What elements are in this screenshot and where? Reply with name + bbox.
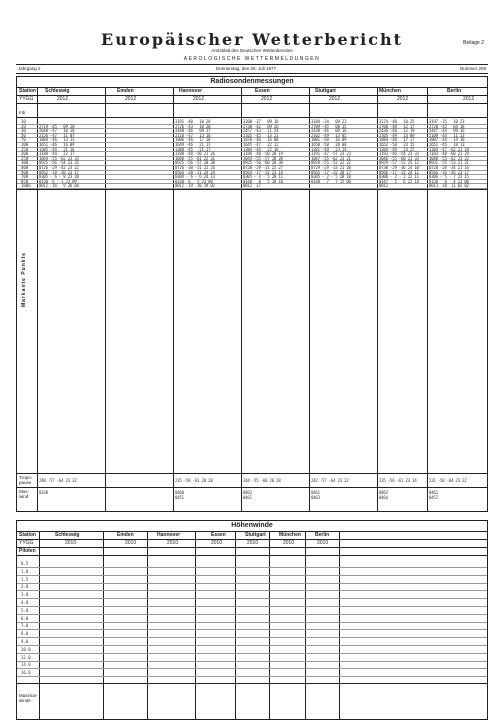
sounding-cell: 2708 -48 12 17	[379, 123, 415, 129]
sounding-cell: 1044 -55 -57 20 28	[243, 155, 283, 161]
sounding-cell: 0147 5 6 22 14	[379, 178, 419, 184]
piloten-row	[17, 547, 487, 556]
sounding-cell: 2438 -46 09 16	[311, 128, 347, 134]
height-level: 1.0	[21, 568, 29, 574]
sounding-cell: 0925 -56 -54 23 35	[39, 160, 79, 166]
sounding-cell: 0304 - 6 - 6 24 13	[175, 174, 215, 180]
hoehenwinde-section	[16, 520, 488, 720]
grid-line	[17, 567, 487, 568]
maxwind-cell: 0461	[311, 490, 320, 495]
station-muenchen: München	[279, 532, 301, 538]
grid-line	[17, 614, 487, 615]
divider	[39, 531, 40, 719]
time-hannover: 2010	[167, 540, 179, 546]
grid-line	[17, 583, 487, 584]
divider	[269, 531, 270, 719]
sounding-cell: 0150 6 4 21 08	[429, 178, 469, 184]
hoehenwinde-heading: Höhenwinde	[17, 521, 487, 532]
maxwind-cell: 0461	[243, 495, 252, 500]
tropopause-cell: 244 -55 -60 20 28	[243, 478, 281, 483]
tropopause-cell: 235 -58 -61 20 28	[175, 478, 213, 483]
sounding-cell: 1046 -55 -60 23 33	[379, 155, 419, 161]
divider	[17, 473, 487, 474]
divider	[103, 531, 104, 719]
sounding-cell: 3174 -40 10 25	[379, 119, 415, 124]
time-hannover: 2012	[193, 96, 205, 102]
height-level: 3.0	[21, 592, 29, 598]
markante-punkte-label: Markante Punkte	[21, 251, 27, 307]
height-level: 16.0	[21, 670, 31, 676]
sounding-cell: 1047 -55 -62 23 21	[311, 155, 351, 161]
sounding-cell: 3184 -34 09 23	[311, 119, 347, 124]
maxwind-cell: 0457	[429, 495, 438, 500]
sounding-cell: 1886 -46 17 10	[175, 137, 211, 143]
sounding-cell: 0012	[379, 183, 388, 189]
sounding-cell: 0566 -16 -26 23 17	[429, 169, 469, 175]
divider	[17, 683, 487, 684]
sounding-cell: 0565 -17 -22 20 17	[311, 169, 351, 175]
sounding-cell: 1651 -46 16 09	[39, 142, 75, 147]
station-berlin: Berlin	[315, 532, 330, 538]
grid-line	[17, 653, 487, 654]
grid-line	[17, 575, 487, 576]
station-label: Station	[19, 88, 36, 94]
sounding-cell: 2457 -43 11 24	[243, 128, 279, 134]
sounding-cell: 2110 -47 13 16	[175, 132, 211, 138]
maxwind-label: Max-wind	[19, 489, 29, 499]
wmo-label: YYGG	[19, 96, 34, 102]
sounding-cell: 1380 -45 21 17	[175, 146, 211, 152]
sounding-cell: 0012 19 10 19 02	[175, 183, 215, 189]
maxwind-cell: 0463	[311, 495, 320, 500]
divider	[235, 531, 236, 719]
height-level: 7.0	[21, 623, 29, 629]
sounding-cell: 3197 -35 10 23	[429, 119, 465, 124]
sounding-cell: 0305 - 6 - 8 23 20	[39, 174, 79, 180]
height-level: 1.5	[21, 576, 29, 582]
beilage-label: Beilage 2	[463, 40, 484, 46]
grid-line	[17, 606, 487, 607]
time-schleswig: 2012	[57, 96, 69, 102]
sounding-cell: 0929 -57 -52 25 12	[379, 160, 419, 166]
sounding-cell: 0726 -29 -42 23 22	[39, 165, 79, 170]
sounding-cell: 1884 -46 13 13	[39, 137, 75, 143]
sounding-cell: 0012 16 9 26 04	[39, 183, 79, 189]
station-label: Station	[19, 532, 36, 538]
divider	[17, 487, 487, 488]
sounding-cell: 0928 -55 -52 22 22	[311, 160, 351, 166]
sounding-cell: 1645 -47 22 12	[243, 142, 279, 147]
pressure-level: 150	[21, 146, 29, 152]
sounding-cell: 0306 - 2 - 2 22 11	[379, 174, 419, 180]
sounding-cell: 0566 -17 -22 24 12	[379, 169, 419, 175]
sounding-cell: 0150 6 - 1 23 09	[39, 178, 77, 184]
maxwind-cell: 0462	[379, 490, 388, 495]
sounding-cell: 2448 -46 09 17	[175, 128, 211, 134]
station-essen: Essen	[255, 88, 270, 94]
sounding-cell: 2726 -43 10 20	[175, 123, 211, 129]
grid-line	[17, 661, 487, 662]
report-subtitle: Amtsblatt des Deutschen Wetterdienstes	[211, 48, 293, 53]
sounding-cell: 1870 -46 16 08	[243, 137, 279, 143]
time-berlin: 2012	[463, 96, 475, 102]
height-level: 4.0	[21, 600, 29, 605]
sounding-cell: 1385 -44 21 16	[39, 146, 75, 152]
tropopause-cell: 242 -57 -64 23 22	[311, 478, 349, 483]
time-muenchen: 2010	[283, 540, 295, 546]
time-stuttgart: 2012	[329, 96, 341, 102]
pressure-level: 850	[21, 178, 29, 184]
sounding-cell: 0728 -28 -34 21 16	[429, 165, 469, 170]
sounding-cell: 1191 -47 -57 23 23	[311, 151, 351, 157]
sounding-cell: 1183 -48 -60 21 24	[429, 151, 469, 157]
issue-number: Nummer 208	[459, 66, 486, 71]
sounding-cell: 1186 -48 -50 20 19	[243, 151, 283, 157]
sounding-cell: 0306 - 5 - 7 23 15	[429, 174, 469, 180]
station-hannover: Hannover	[157, 532, 181, 538]
radiosonde-heading: Radiosondenmessungen	[17, 77, 487, 88]
time-muenchen: 2012	[397, 96, 409, 102]
pressure-level: 1000	[21, 183, 31, 189]
sounding-cell: 1887 -44 14 10	[429, 137, 465, 143]
sounding-cell: 1384 -47 -62 21 18	[429, 146, 469, 152]
sounding-cell: 0562 -18 -38 23 17	[39, 169, 79, 175]
upper-column-header	[17, 103, 487, 118]
pressure-level: 200	[21, 151, 29, 157]
report-title: Europäischer Wetterbericht	[101, 30, 403, 49]
station-stuttgart: Stuttgart	[315, 88, 336, 94]
height-level: 8.0	[21, 631, 29, 637]
grid-line	[17, 598, 487, 599]
station-emden: Emden	[117, 532, 134, 538]
maxwind-cell: 0338	[39, 490, 48, 495]
sounding-cell: 0013 18 11 02 02	[429, 183, 469, 189]
station-stuttgart: Stuttgart	[245, 532, 266, 538]
time-stuttgart: 2010	[247, 540, 259, 546]
sounding-cell: 0726 -30 -31 22 26	[175, 165, 215, 170]
issue-date: Donnerstag, den 26. Juli 1977	[216, 66, 277, 71]
sounding-cell: 1381 -49 23 14	[311, 146, 347, 152]
pressure-level: 300	[21, 160, 29, 166]
time-emden: 2010	[125, 540, 137, 546]
sounding-cell: 2447 -44 09 16	[429, 128, 465, 134]
height-level: 5.0	[21, 607, 29, 613]
sounding-cell: 1040 -55 -61 22 31	[175, 155, 215, 161]
sounding-cell: 2156 -47 11 07	[39, 132, 75, 138]
sounding-cell: 2105 -49 14 09	[379, 132, 415, 138]
divider	[195, 531, 196, 719]
sounding-cell: 0305 - 4 - 5 20 11	[243, 174, 283, 180]
sounding-cell: 2720 -42 04 18	[429, 123, 465, 129]
pressure-level: 100	[21, 142, 29, 147]
time-essen: 2012	[261, 96, 273, 102]
grid-line	[17, 676, 487, 677]
maxwind-cell: 0461	[429, 490, 438, 495]
tropopause-cell: 240 -57 -64 23 32	[39, 478, 77, 483]
issue-info-bar	[16, 64, 488, 74]
sounding-cell: 0012 17	[243, 183, 261, 189]
maximalwinde-label: Maximal-winde	[19, 693, 38, 703]
wmo-label: YYGG	[19, 540, 34, 546]
sounding-cell: 0305 - 2 - 5 20 18	[311, 174, 351, 180]
pressure-level: 20	[21, 123, 26, 129]
divider	[17, 189, 487, 190]
sounding-cell: 3208 -37 09 18	[243, 119, 279, 124]
tropopause-label: Tropo-pause	[19, 475, 33, 485]
sounding-cell: 0730 -29 -36 24 10	[379, 165, 419, 170]
sounding-cell: 1881 -50 16 09	[311, 137, 347, 143]
time-essen: 2010	[211, 540, 223, 546]
maxwind-cell: 0464	[379, 495, 388, 500]
station-berlin: Berlin	[447, 88, 462, 94]
sounding-cell: 0148 8 5 18 10	[243, 178, 283, 184]
pressure-level: 700	[21, 174, 29, 180]
station-schleswig: Schleswig	[45, 88, 70, 94]
station-schleswig: Schleswig	[55, 532, 80, 538]
tropopause-cell: 231 -58 -64 23 22	[429, 478, 467, 483]
divider	[147, 531, 148, 719]
pressure-level: 400	[21, 165, 29, 170]
height-level: 14.0	[21, 662, 31, 668]
grid-line	[17, 637, 487, 638]
time-berlin: 2010	[317, 540, 329, 546]
sounding-cell: 0729 -29 -33 21 20	[311, 165, 351, 170]
sounding-cell: 2730 -42 09 26	[243, 123, 279, 129]
grid-line	[17, 622, 487, 623]
sounding-cell: 1193 -46 -54 23 33	[379, 151, 419, 157]
sounding-cell: 1649 -46 21 11	[175, 142, 211, 147]
grid-line	[17, 645, 487, 646]
time-schleswig: 2010	[65, 540, 77, 546]
sounding-cell: 0148 6 5 23 08	[175, 178, 213, 184]
tropopause-cell: 235 -56 -61 23 14	[379, 478, 417, 483]
sounding-cell: 0564 -20 -21 24 24	[175, 169, 215, 175]
piloten-label: Piloten	[19, 548, 36, 554]
station-essen: Essen	[211, 532, 226, 538]
sounding-cell: 1652 -50 23 15	[379, 142, 415, 147]
maxwind-cell: 0460	[175, 490, 184, 495]
grid-line	[17, 629, 487, 630]
sounding-cell: 2709 -45 08 15	[311, 123, 347, 129]
sounding-cell: 1188 -48 -50 21 26	[175, 151, 215, 157]
pressure-level: 10	[21, 119, 26, 124]
radiosonde-section	[16, 76, 488, 512]
sounding-cell: 0728 -29 -31 22 27	[243, 165, 283, 170]
sounding-cell: 2719 -45 09 20	[39, 123, 75, 129]
sounding-cell: 1044 -55 -62 23 33	[39, 155, 79, 161]
sounding-cell: 2102 -49 13 05	[311, 132, 347, 138]
sounding-cell: 1384 -49 24 25	[379, 146, 415, 152]
pressure-level: 30	[21, 128, 26, 134]
sounding-cell: 0564 -17 -22 23 14	[243, 169, 283, 175]
height-level: 2.0	[21, 584, 29, 590]
sounding-cell: 1188 -44 22 17	[39, 151, 75, 157]
report-series: AEROLOGISCHE WETTERMELDUNGEN	[183, 56, 321, 62]
sounding-cell: 0925 -56 -60 20 30	[243, 160, 283, 166]
unit-label: mb	[19, 110, 26, 115]
maxwind-cell: 0462	[243, 490, 252, 495]
sounding-cell: 0925 -56 -57 20 30	[175, 160, 215, 166]
sounding-cell: 2436 -46 12 19	[379, 128, 415, 134]
station-hannover: Hannover	[179, 88, 203, 94]
sounding-cell: 1884 -48 17 17	[379, 137, 415, 143]
height-level: 6.0	[21, 615, 29, 621]
sounding-cell: 3191 -40 10 20	[175, 119, 211, 124]
sounding-cell: 2105 -45 13 21	[243, 132, 279, 138]
divider	[305, 531, 306, 719]
station-emden: Emden	[117, 88, 134, 94]
height-level: 9.0	[21, 639, 29, 644]
sounding-cell: 2109 -44 11 13	[429, 132, 465, 138]
sounding-cell: 2648 -47 10 18	[39, 128, 75, 134]
height-level: 12.0	[21, 654, 31, 660]
divider	[339, 531, 340, 719]
sounding-cell: 0148 7 7 15 06	[311, 178, 351, 184]
pressure-level: 70	[21, 137, 26, 143]
grid-line	[17, 590, 487, 591]
height-level: 0.5	[21, 561, 29, 566]
pressure-level: 500	[21, 169, 29, 175]
pressure-level: 250	[21, 155, 29, 161]
sounding-cell: 0931 -55 -53 21 21	[429, 160, 469, 166]
pressure-level: 50	[21, 132, 26, 138]
jahrgang: Jahrgang 2	[18, 66, 41, 71]
sounding-cell: 1650 -50 20 08	[311, 142, 347, 147]
grid-line	[17, 668, 487, 669]
sounding-cell: 1040 -55 -62 23 22	[429, 155, 469, 161]
height-level: 10.0	[21, 646, 31, 652]
station-muenchen: München	[379, 88, 401, 94]
sounding-cell: 1384 -44 22 16	[243, 146, 279, 152]
sounding-cell: 1651 -45 18 13	[429, 142, 465, 147]
time-emden: 2012	[125, 96, 137, 102]
maxwind-cell: 0451	[175, 495, 184, 500]
